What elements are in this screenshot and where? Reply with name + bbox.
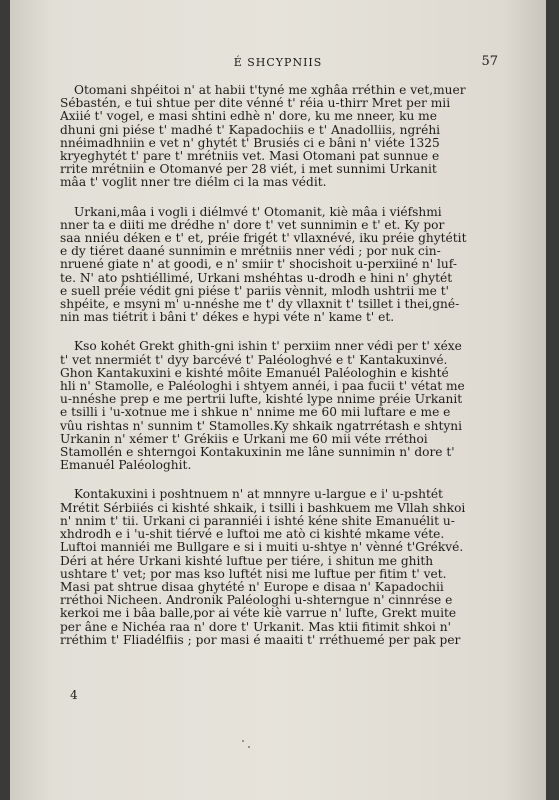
text-line: nner ta e diiti me drédhe n' dore t' vet sunnimin e t' et. Ky por bbox=[60, 218, 445, 232]
text-line: Stamollén e shterngoi Kontakuxinin me lâne sunnimin n' dore t' bbox=[60, 446, 455, 460]
text-line: Kso kohét Grekt ghith-gni ishin t' perxiim nner védi per t' xéxe bbox=[74, 340, 462, 354]
text-line: Emanuél Paléologhit. bbox=[60, 459, 192, 473]
page-header bbox=[50, 56, 506, 72]
print-speck bbox=[242, 740, 244, 742]
text-line: kerkoi me i bâa balle,por ai véte kiè varrue n' lufte, Grekt muite bbox=[60, 607, 457, 621]
text-line: Déri at hére Urkani kishté luftue per tiére, i shitun me ghith bbox=[60, 554, 434, 568]
text-line: Masi pat shtrue disaa ghytété n' Europe e disaa n' Kapadochii bbox=[60, 580, 444, 594]
text-line: Urkanin n' xémer t' Grékiis e Urkani me 60 mii véte rréthoi bbox=[60, 432, 428, 446]
text-line: nin mas tiétrit i bâni t' dékes e hypi véte n' kame t' et. bbox=[60, 311, 395, 325]
text-line: vûu rishtas n' sunnim t' Stamolles.Ky shkaik ngatrrétash e shtyni bbox=[60, 419, 462, 433]
text-line: kryeghytét t' pare t' mrétniis vet. Masi Otomani pat sunnue e bbox=[60, 150, 440, 164]
text-line: mâa t' voglit nner tre diélm ci la mas védit. bbox=[60, 176, 327, 190]
text-line: Sébastén, e tui shtue per dite vénné t' réia u-thirr Mret per mii bbox=[60, 97, 451, 111]
text-line: hli n' Stamolle, e Paléologhi i shtyem annéi, i paa fucii t' vétat me bbox=[60, 380, 465, 394]
paragraph bbox=[60, 340, 478, 472]
text-line: t' vet nnermiét t' dyy barcévé t' Paléologhvé e t' Kantakuxinvé. bbox=[60, 353, 448, 367]
text-line: e dy tiéret daané sunnimin e mrétniis nner védi ; por nuk cin- bbox=[60, 245, 441, 259]
text-line: u-nnéshe prep e me pertrii lufte, kishté lype nnime préie Urkanit bbox=[60, 393, 463, 407]
text-line: nnéimadhniin e vet n' ghytét t' Brusiés ci e bâni n' viéte 1325 bbox=[60, 136, 440, 150]
text-line: e tsilli i 'u-xotnue me i shkue n' nnime me 60 mii luftare e me e bbox=[60, 406, 451, 420]
book-page bbox=[10, 0, 546, 800]
text-line: Kontakuxini i poshtnuem n' at mnnyre u-largue e i' u-pshtét bbox=[74, 488, 443, 502]
text-line: rréthim t' Fliadélfiis ; por masi é maaiti t' rréthuemé per pak per bbox=[60, 633, 461, 647]
text-line: n' nnim t' tii. Urkani ci paranniéi i ishté kéne shite Emanuélit u- bbox=[60, 514, 455, 528]
print-speck bbox=[248, 746, 250, 748]
text-line: rréthoi Nicheen. Andronik Paléologhi u-shterngue n' cinnrése e bbox=[60, 594, 453, 608]
paragraph bbox=[60, 206, 478, 325]
text-line: Otomani shpéitoi n' at habii t'tyné me xghâa rréthin e vet,muer bbox=[74, 84, 466, 97]
text-line: ushtare t' vet; por mas kso luftét nisi me luftue per fitim t' vet. bbox=[60, 567, 447, 581]
text-line: te. N' ato pshtiéllimé, Urkani mshéhtas u-drodh e hini n' ghytét bbox=[60, 271, 453, 285]
running-title: É SHCYPNIIS bbox=[233, 56, 323, 69]
paragraph bbox=[60, 488, 478, 646]
text-line: Luftoi manniéi me Bullgare e si i muiti u-shtye n' vènné t'Grékvé. bbox=[60, 541, 464, 555]
text-line: rrite mrétniin e Otomanvé per 28 viét, i met sunnimi Urkanit bbox=[60, 163, 437, 177]
text-line: Mrétit Sérbiiés ci kishté shkaik, i tsilli i bashkuem me Vllah shkoi bbox=[60, 501, 466, 515]
text-line: saa nniéu déken e t' et, préie frigét t' vllaxnévé, iku préie ghytétit bbox=[60, 232, 467, 246]
text-line: Ghon Kantakuxini e kishté môite Emanuél Paléologhin e kishté bbox=[60, 366, 449, 380]
text-line: dhuni gni piése t' madhé t' Kapadochiis e t' Anadolliis, ngréhi bbox=[60, 123, 441, 137]
text-line: Urkani,mâa i vogli i diélmvé t' Otomanit, kiè mâa i viéfshmi bbox=[74, 205, 442, 219]
text-line: shpéite, e msyni m' u-nnéshe me t' dy vllaxnit t' tsillet i thei,gné- bbox=[60, 298, 460, 312]
folio-signature: 4 bbox=[70, 688, 78, 702]
text-line: e suell préie védit gni piése t' pariis vènnit, mlodh ushtrii me t' bbox=[60, 284, 449, 298]
page-body bbox=[60, 84, 478, 663]
text-line: nruené giate n' at goodi, e n' smiir t' shocishoit u-perxiiné n' luf- bbox=[60, 258, 457, 272]
text-line: Axiié t' vogel, e masi shtini edhè n' dore, ku me nneer, ku me bbox=[60, 110, 437, 124]
text-line: xhdrodh e i 'u-shit tiérvé e luftoi me atò ci kishté mkame véte. bbox=[60, 528, 445, 542]
paragraph bbox=[60, 84, 478, 190]
page-number: 57 bbox=[481, 54, 498, 69]
text-line: per âne e Nichéa raa n' dore t' Urkanit. Mas ktii fitimit shkoi n' bbox=[60, 620, 451, 634]
